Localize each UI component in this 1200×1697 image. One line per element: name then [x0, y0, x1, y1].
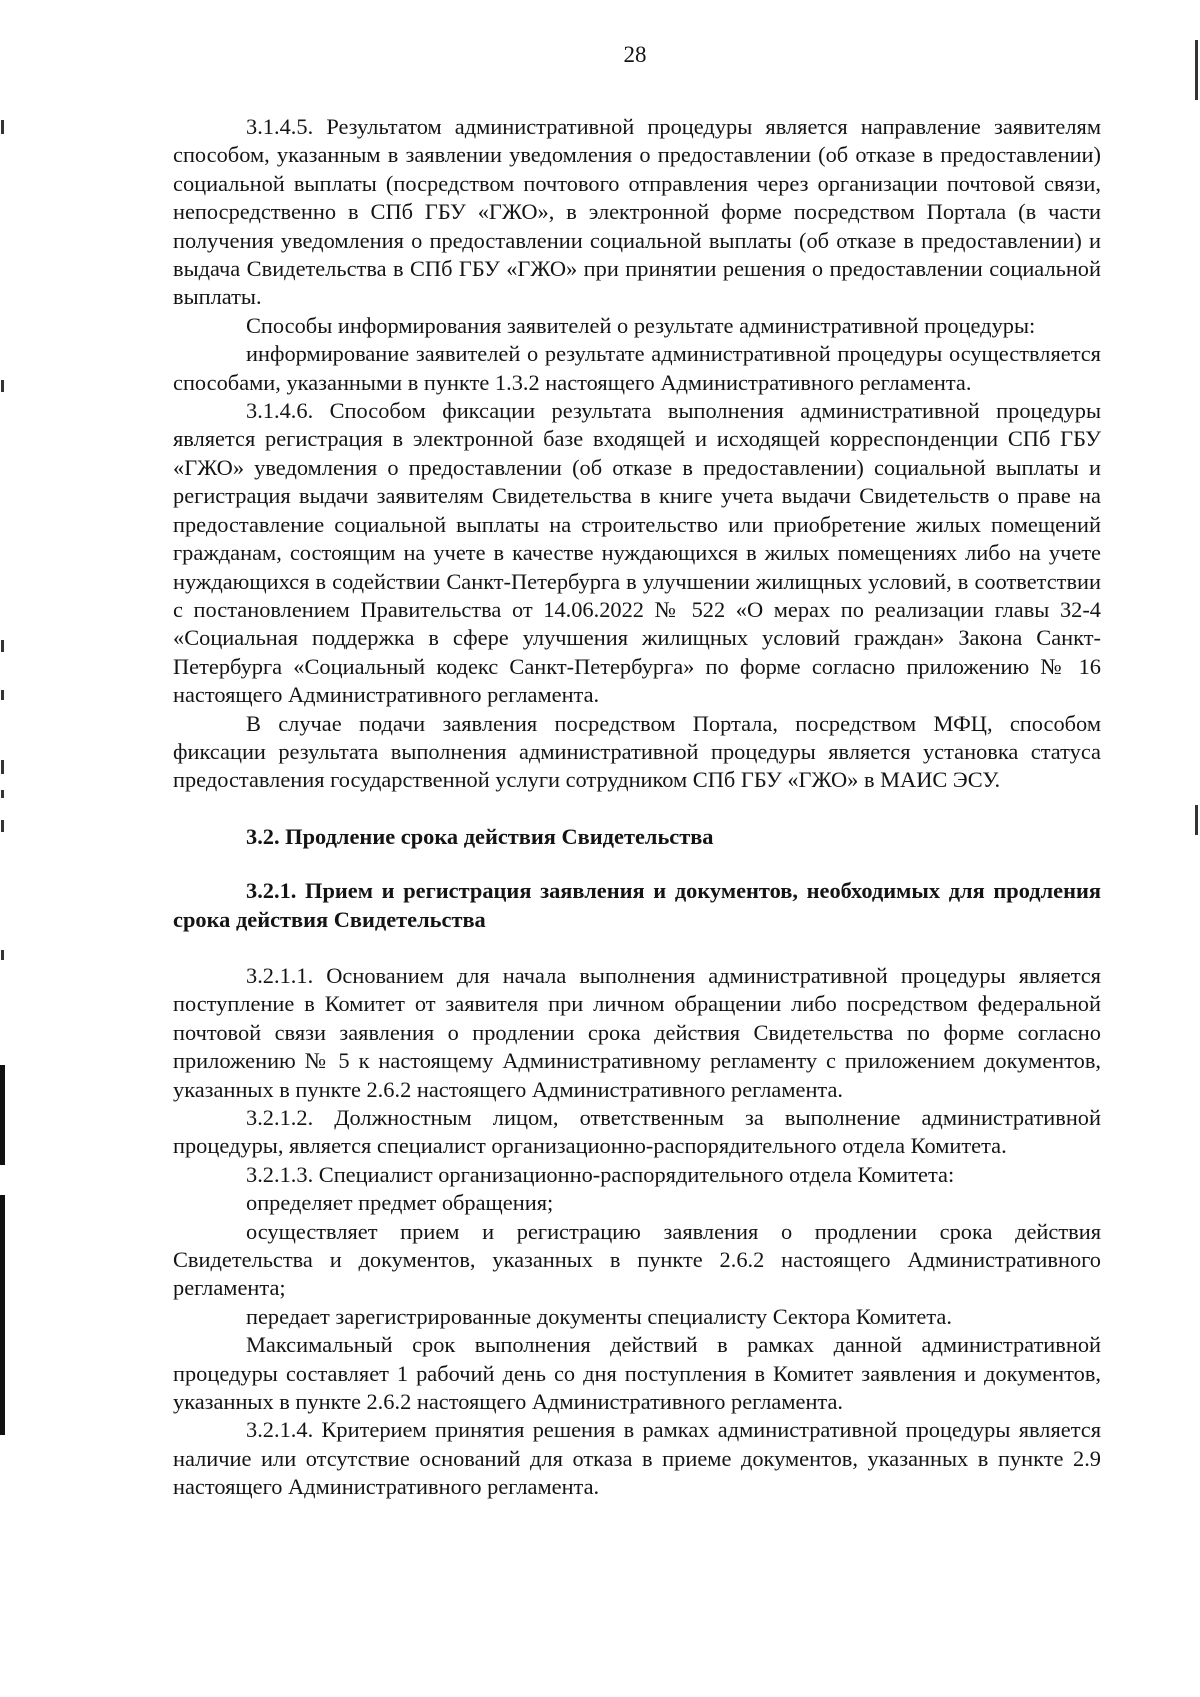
document-body — [173, 113, 1101, 1502]
list-item-accept-register: осуществляет прием и регистрацию заявления о продлении срока действия Свидетельства и документов, указанных в пункте 2.6.2 настоящего Административного регламента; — [173, 1218, 1101, 1301]
paragraph-3-2-1-3: 3.2.1.3. Специалист организационно-распорядительного отдела Комитета: — [246, 1161, 955, 1187]
scan-margin-mark — [1, 790, 4, 798]
paragraph-3-1-4-5: 3.1.4.5. Результатом административной процедуры является направление заявителям способом, указанным в заявлении уведомления о предоставлении (об отказе в предоставлении) социальной выплаты (посредством почтового отправления через организации почтовой связи, непосредственно в СПб ГБУ «ГЖО», в электронной форме посредством Портала (в части получения уведомления о предоставлении социальной выплаты (об отказе в предоставлении) и выдача Свидетельства в СПб ГБУ «ГЖО» при принятии решения о предоставлении социальной выплаты. — [173, 114, 1101, 310]
paragraph-3-2-1-4: 3.2.1.4. Критерием принятия решения в рамках административной процедуры является наличие или отсутствие оснований для отказа в приеме документов, указанных в пункте 2.9 настоящего Административного регламента. — [173, 1417, 1101, 1500]
paragraph-3-2-1-1: 3.2.1.1. Основанием для начала выполнения административной процедуры является поступление в Комитет от заявителя при личном обращении либо посредством федеральной почтовой связи заявления о продлении срока действия Свидетельства по форме согласно приложению № 5 к настоящему Административному регламенту с приложением документов, указанных в пункте 2.6.2 настоящего Административного регламента. — [173, 962, 1101, 1102]
scan-margin-mark — [1195, 40, 1198, 100]
paragraph-portal-case: В случае подачи заявления посредством Портала, посредством МФЦ, способом фиксации результата выполнения административной процедуры является установка статуса предоставления государственной услуги сотрудником СПб ГБУ «ГЖО» в МАИС ЭСУ. — [173, 710, 1101, 793]
scan-margin-mark — [1, 820, 4, 832]
list-item-transfer-documents: передает зарегистрированные документы специалисту Сектора Комитета. — [246, 1303, 952, 1329]
scan-margin-mark — [1, 120, 4, 134]
section-heading-3-2-1: 3.2.1. Прием и регистрация заявления и документов, необходимых для продления срока действия Свидетельства — [173, 878, 1101, 932]
paragraph-informing-detail: информирование заявителей о результате административной процедуры осуществляется способами, указанными в пункте 1.3.2 настоящего Административного регламента. — [173, 341, 1101, 395]
paragraph-3-2-1-2: 3.2.1.2. Должностным лицом, ответственным за выполнение административной процедуры, является специалист организационно-распорядительного отдела Комитета. — [173, 1105, 1101, 1159]
paragraph-informing-methods: Способы информирования заявителей о результате административной процедуры: — [246, 312, 1036, 338]
scan-margin-bar — [0, 1195, 5, 1435]
list-item-determine-subject: определяет предмет обращения; — [246, 1190, 554, 1216]
scan-margin-mark — [1, 760, 4, 774]
paragraph-max-term: Максимальный срок выполнения действий в рамках данной административной процедуры составляет 1 рабочий день со дня поступления в Комитет заявления и документов, указанных в пункте 2.6.2 настоящего Административного регламента. — [173, 1332, 1101, 1415]
scan-margin-mark — [1195, 805, 1198, 835]
page-number: 28 — [623, 42, 647, 67]
scan-margin-mark — [1, 640, 4, 652]
paragraph-3-1-4-6: 3.1.4.6. Способом фиксации результата выполнения административной процедуры является регистрация в электронной базе входящей и исходящей корреспонденции СПб ГБУ «ГЖО» уведомления о предоставлении (об отказе в предоставлении) социальной выплаты и регистрация выдачи заявителям Свидетельства в книге учета выдачи Свидетельств о праве на предоставление социальной выплаты на строительство или приобретение жилых помещений гражданам, состоящим на учете в качестве нуждающихся в жилых помещениях либо на учете нуждающихся в содействии Санкт-Петербурга в улучшении жилищных условий, в соответствии с постановлением Правительства от 14.06.2022 № 522 «О мерах по реализации главы 32-4 «Социальная поддержка в сфере улучшения жилищных условий граждан» Закона Санкт-Петербурга «Социальный кодекс Санкт-Петербурга» по форме согласно приложению № 16 настоящего Административного регламента. — [173, 398, 1101, 708]
scan-margin-bar — [0, 1065, 5, 1165]
section-heading-3-2: 3.2. Продление срока действия Свидетельства — [246, 823, 714, 849]
scan-margin-mark — [1, 380, 4, 392]
scan-margin-mark — [1, 690, 4, 700]
scan-margin-mark — [1, 950, 4, 960]
